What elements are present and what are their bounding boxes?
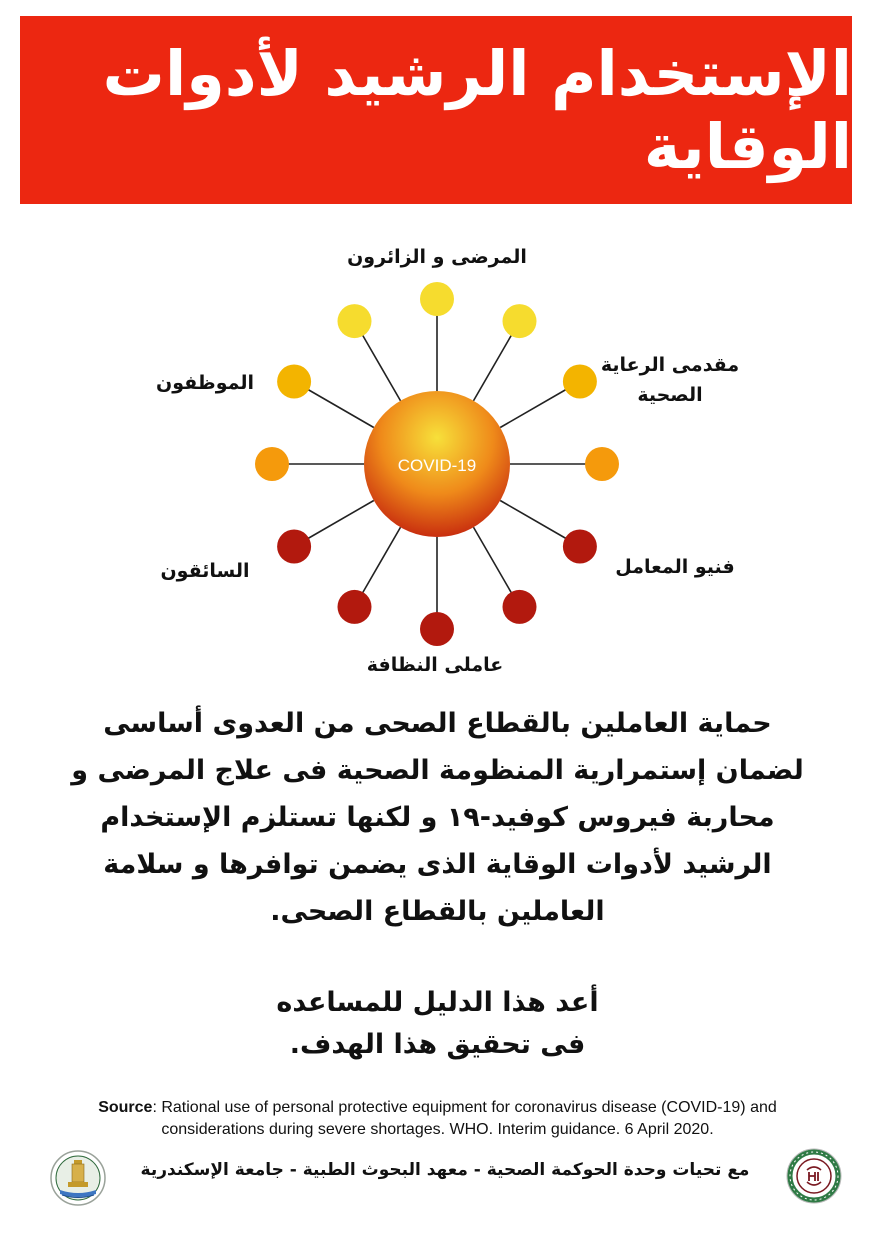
virus-spike-line xyxy=(362,527,401,594)
group-healthcare-providers-line1: مقدمى الرعاية xyxy=(600,354,740,376)
virus-spike-ball-icon xyxy=(420,612,454,646)
intro-line-1: حماية العاملين بالقطاع الصحى من العدوى أساسى xyxy=(103,708,772,739)
health-governance-unit-logo-icon xyxy=(786,1148,842,1204)
group-lab-technicians: فنيو المعامل xyxy=(615,556,735,578)
intro-paragraph xyxy=(60,700,815,935)
virus-graphic xyxy=(0,210,875,680)
guide-line-1: أعد هذا الدليل للمساعده xyxy=(276,987,599,1018)
intro-line-5: العاملين بالقطاع الصحى. xyxy=(270,896,605,927)
footer-credits: مع تحيات وحدة الحوكمة الصحية - معهد البحوث الطبية - جامعة الإسكندرية xyxy=(140,1160,750,1180)
virus-spike-ball-icon xyxy=(585,447,619,481)
virus-spike-line xyxy=(500,501,567,540)
source-line-2: considerations during severe shortages. WHO. Interim guidance. 6 April 2020. xyxy=(161,1121,714,1138)
intro-line-2: لضمان إستمرارية المنظومة الصحية فى علاج المرضى و xyxy=(71,755,804,786)
guide-line-2: فى تحقيق هذا الهدف. xyxy=(289,1029,586,1060)
virus-spike-line xyxy=(474,527,513,594)
virus-spike-ball-icon xyxy=(420,282,454,316)
virus-spike-ball-icon xyxy=(563,530,597,564)
virus-spike-ball-icon xyxy=(277,365,311,399)
page-title: الإستخدام الرشيد لأدوات الوقاية xyxy=(102,37,852,183)
group-healthcare-providers-line2: الصحية xyxy=(637,384,703,406)
title-banner xyxy=(20,16,852,204)
intro-line-3: محاربة فيروس كوفيد-١٩ و لكنها تستلزم الإستخدام xyxy=(100,802,775,833)
guide-statement xyxy=(100,982,775,1066)
group-healthcare-providers xyxy=(585,350,755,410)
source-line-1: : Rational use of personal protective equipment for coronavirus disease (COVID-19) and xyxy=(152,1099,777,1116)
virus-spike-ball-icon xyxy=(338,304,372,338)
virus-spike-line xyxy=(307,389,374,428)
virus-spike-line xyxy=(474,334,513,401)
virus-spike-ball-icon xyxy=(503,590,537,624)
virus-spike-ball-icon xyxy=(255,447,289,481)
virus-spike-line xyxy=(500,389,567,428)
group-patients-visitors: المرضى و الزائرون xyxy=(347,246,527,268)
virus-spike-ball-icon xyxy=(338,590,372,624)
virus-spike-line xyxy=(362,334,401,401)
source-label: Source xyxy=(98,1099,153,1116)
intro-line-4: الرشيد لأدوات الوقاية الذى يضمن توافرها و سلامة xyxy=(103,849,772,880)
group-staff: الموظفون xyxy=(156,372,254,394)
virus-spike-ball-icon xyxy=(503,304,537,338)
source-citation xyxy=(60,1097,815,1141)
virus-spike-ball-icon xyxy=(277,530,311,564)
stakeholder-diagram xyxy=(0,210,875,680)
group-cleaners: عاملى النظافة xyxy=(366,654,504,676)
virus-core-label: COVID-19 xyxy=(397,456,477,475)
group-drivers: السائقون xyxy=(160,560,250,582)
virus-spike-line xyxy=(307,501,374,540)
alexandria-university-logo-icon xyxy=(50,1150,106,1206)
